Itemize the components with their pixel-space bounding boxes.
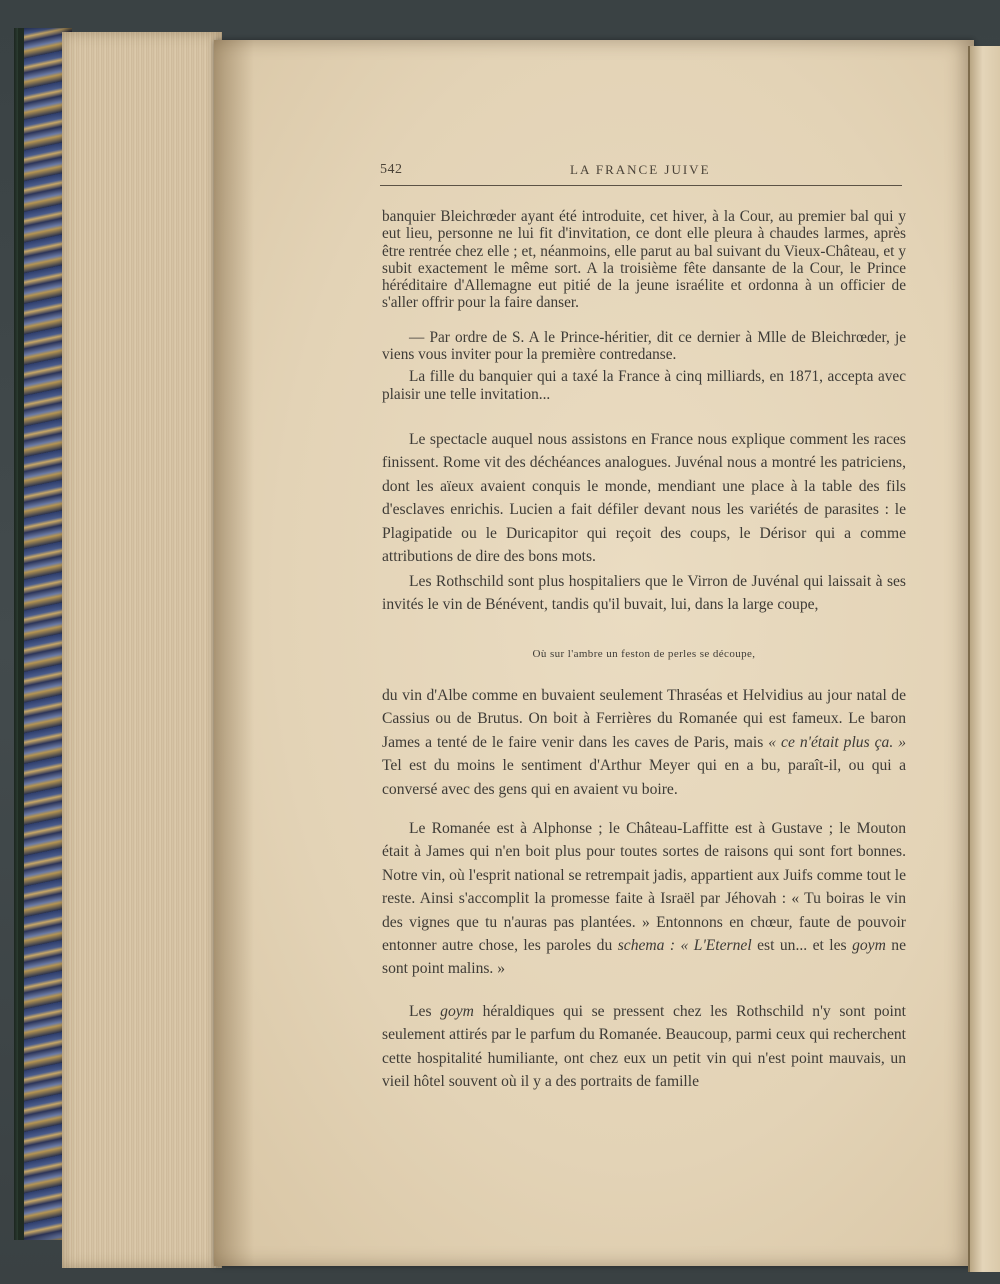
verse-quote: Où sur l'ambre un feston de perles se découpe,	[532, 648, 756, 660]
paragraph-7-text-b: est un... et les	[751, 937, 853, 955]
header-rule	[380, 185, 902, 186]
paragraph-4: Le spectacle auquel nous assistons en France nous explique comment les races finissent. Rome vit des déchéances analogues. Juvénal nous a montré les patriciens, dont les aïeux avaient conquis le monde, mendiant une place à la table des fils d'esclaves enrichis. Lucien a fait défiler devant nous les variétés de parasites : le Plagipatide ou le Duricapitor qui reçoit des coups, le Dérisor qui a comme attributions de dire des bons mots.	[382, 431, 906, 566]
next-page-sliver	[968, 46, 1000, 1272]
paragraph-7-italic-2: goym	[852, 937, 886, 955]
paragraph-6-italic: « ce n'était plus ça. »	[768, 733, 906, 751]
paragraph-8-text-b: héraldiques qui se pressent chez les Rothschild n'y sont point seulement attirés par le parfum du Romanée. Beaucoup, parmi ceux qui recherchent cette hospitalité humiliante, ont chez eux un petit vin qui n'est point mauvais, un vieil hôtel souvent où il y a des portraits de famille	[382, 1003, 906, 1091]
running-title: LA FRANCE JUIVE	[570, 162, 711, 177]
paragraph-8	[382, 1000, 906, 1094]
paragraph-7-text-a: Le Romanée est à Alphonse ; le Château-Laffitte est à Gustave ; le Mouton était à James qui n'en boit plus pour toutes sortes de raisons qui sont fort bonnes. Notre vin, où l'esprit national se retrempait jadis, appartient aux Juifs comme tout le reste. Ainsi s'accomplit la promesse faite à Israël par Jéhovah : « Tu boiras le vin des vignes que tu n'auras pas plantées. » Entonnons en chœur, faute de pouvoir entonner autre chose, les paroles du	[382, 820, 906, 955]
paragraph-7-text-c: ne sont point malins. »	[382, 937, 906, 978]
stacked-page-edges	[62, 32, 222, 1268]
paragraph-3: La fille du banquier qui a taxé la France à cinq milliards, en 1871, accepta avec plaisir une telle invitation...	[382, 368, 906, 403]
paragraph-1: banquier Bleichrœder ayant été introduite, cet hiver, à la Cour, au premier bal qui y eut lieu, personne ne lui fit d'invitation, ce dont elle pleura à chaudes larmes, après être rentrée chez elle ; et, néanmoins, elle parut au bal suivant du Vieux-Château, et y subit exactement le même sort. A la troisième fête dansante de la Cour, le Prince héréditaire d'Allemagne eut pitié de la jeune israélite et ordonna à un officier de s'aller offrir pour la faire danser.	[382, 208, 906, 312]
gutter-shadow	[214, 40, 254, 1266]
paragraph-6	[382, 684, 906, 801]
page-header	[380, 162, 900, 184]
paragraph-6-text-b: Tel est du moins le sentiment d'Arthur Meyer qui en a bu, paraît-il, ou qui a conversé avec des gens qui en avaient vu boire.	[382, 757, 906, 798]
paragraph-8-text-a: Les	[409, 1003, 441, 1020]
paragraph-7	[382, 817, 906, 981]
paragraph-8-italic: goym	[440, 1003, 474, 1020]
page-number: 542	[380, 162, 403, 177]
paragraph-7-italic-1: schema : « L'Eternel	[617, 937, 752, 955]
paragraph-2: — Par ordre de S. A le Prince-héritier, dit ce dernier à Mlle de Bleichrœder, je viens vous inviter pour la première contredanse.	[382, 329, 906, 364]
paragraph-5: Les Rothschild sont plus hospitaliers que le Virron de Juvénal qui laissait à ses invités le vin de Bénévent, tandis qu'il buvait, lui, dans la large coupe,	[382, 573, 906, 614]
paragraph-6-text-a: du vin d'Albe comme en buvaient seulement Thraséas et Helvidius au jour natal de Cassius ou de Brutus. On boit à Ferrières du Romanée qui est fameux. Le baron James a tenté de le faire venir dans les caves de Paris, mais	[382, 687, 906, 751]
